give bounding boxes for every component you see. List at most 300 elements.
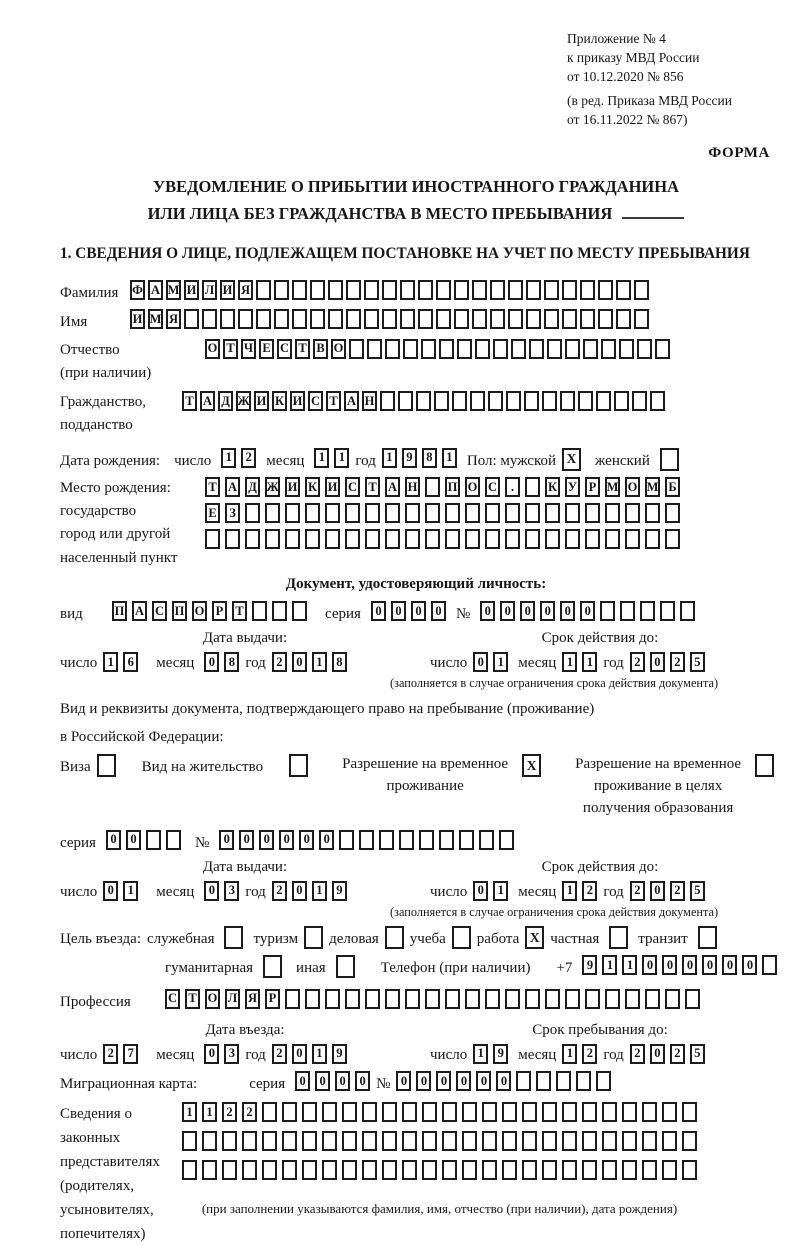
char-cell[interactable]: [362, 1102, 377, 1122]
char-cell[interactable]: 9: [332, 881, 347, 901]
char-cell[interactable]: [470, 391, 485, 411]
char-cell[interactable]: С: [165, 989, 180, 1009]
char-cell[interactable]: [682, 1160, 697, 1180]
char-cell[interactable]: [182, 1131, 197, 1151]
char-cell[interactable]: [385, 989, 400, 1009]
char-cell[interactable]: [457, 339, 472, 359]
char-cell[interactable]: [660, 601, 675, 621]
char-cell[interactable]: [637, 339, 652, 359]
purpose-private-checkbox[interactable]: [609, 926, 628, 949]
gender-female-checkbox[interactable]: [660, 448, 679, 471]
char-cell[interactable]: [526, 309, 541, 329]
char-cell[interactable]: [462, 1160, 477, 1180]
char-cell[interactable]: [322, 1102, 337, 1122]
char-cell[interactable]: [328, 309, 343, 329]
char-cell[interactable]: [454, 309, 469, 329]
char-cell[interactable]: [380, 391, 395, 411]
char-cell[interactable]: 1: [314, 448, 329, 468]
char-cell[interactable]: 1: [442, 448, 457, 468]
char-cell[interactable]: 0: [204, 881, 219, 901]
char-cell[interactable]: [442, 1131, 457, 1151]
char-cell[interactable]: 0: [103, 881, 118, 901]
char-cell[interactable]: [485, 529, 500, 549]
char-cell[interactable]: [562, 1160, 577, 1180]
char-cell[interactable]: 0: [682, 955, 697, 975]
char-cell[interactable]: Я: [245, 989, 260, 1009]
char-cell[interactable]: [256, 280, 271, 300]
char-cell[interactable]: 0: [476, 1071, 491, 1091]
char-cell[interactable]: [650, 391, 665, 411]
purpose-official-checkbox[interactable]: [224, 926, 243, 949]
char-cell[interactable]: [600, 601, 615, 621]
char-cell[interactable]: [583, 339, 598, 359]
char-cell[interactable]: [436, 309, 451, 329]
char-cell[interactable]: [202, 1131, 217, 1151]
char-cell[interactable]: [359, 830, 374, 850]
char-cell[interactable]: [585, 503, 600, 523]
char-cell[interactable]: [325, 529, 340, 549]
char-cell[interactable]: 2: [630, 881, 645, 901]
char-cell[interactable]: [542, 1160, 557, 1180]
char-cell[interactable]: А: [385, 477, 400, 497]
char-cell[interactable]: Д: [245, 477, 260, 497]
char-cell[interactable]: Т: [205, 477, 220, 497]
char-cell[interactable]: [439, 830, 454, 850]
char-cell[interactable]: 0: [580, 601, 595, 621]
char-cell[interactable]: И: [220, 280, 235, 300]
char-cell[interactable]: [465, 503, 480, 523]
char-cell[interactable]: [640, 601, 655, 621]
char-cell[interactable]: [542, 391, 557, 411]
char-cell[interactable]: А: [225, 477, 240, 497]
char-cell[interactable]: [166, 830, 181, 850]
char-cell[interactable]: В: [313, 339, 328, 359]
char-cell[interactable]: 8: [422, 448, 437, 468]
char-cell[interactable]: [614, 391, 629, 411]
char-cell[interactable]: Д: [218, 391, 233, 411]
char-cell[interactable]: Т: [182, 391, 197, 411]
char-cell[interactable]: [282, 1160, 297, 1180]
char-cell[interactable]: [505, 529, 520, 549]
char-cell[interactable]: 3: [224, 881, 239, 901]
char-cell[interactable]: 1: [493, 652, 508, 672]
char-cell[interactable]: [625, 503, 640, 523]
char-cell[interactable]: А: [132, 601, 147, 621]
char-cell[interactable]: 1: [182, 1102, 197, 1122]
char-cell[interactable]: [418, 309, 433, 329]
char-cell[interactable]: 0: [496, 1071, 511, 1091]
char-cell[interactable]: 1: [103, 652, 118, 672]
char-cell[interactable]: [506, 391, 521, 411]
notification-number-blank[interactable]: [622, 206, 684, 219]
char-cell[interactable]: [596, 1071, 611, 1091]
char-cell[interactable]: 1: [473, 1044, 488, 1064]
char-cell[interactable]: Б: [665, 477, 680, 497]
char-cell[interactable]: Е: [205, 503, 220, 523]
char-cell[interactable]: [403, 339, 418, 359]
char-cell[interactable]: 0: [436, 1071, 451, 1091]
char-cell[interactable]: И: [130, 309, 145, 329]
char-cell[interactable]: [365, 989, 380, 1009]
char-cell[interactable]: [505, 989, 520, 1009]
char-cell[interactable]: 1: [221, 448, 236, 468]
char-cell[interactable]: [565, 339, 580, 359]
char-cell[interactable]: [645, 529, 660, 549]
char-cell[interactable]: 0: [319, 830, 334, 850]
char-cell[interactable]: [490, 309, 505, 329]
char-cell[interactable]: 1: [312, 652, 327, 672]
char-cell[interactable]: А: [200, 391, 215, 411]
char-cell[interactable]: [364, 309, 379, 329]
char-cell[interactable]: [282, 1102, 297, 1122]
char-cell[interactable]: [511, 339, 526, 359]
char-cell[interactable]: 0: [292, 652, 307, 672]
char-cell[interactable]: [442, 1160, 457, 1180]
char-cell[interactable]: [302, 1102, 317, 1122]
char-cell[interactable]: [526, 280, 541, 300]
char-cell[interactable]: Т: [223, 339, 238, 359]
char-cell[interactable]: [622, 1131, 637, 1151]
purpose-work-checkbox[interactable]: X: [525, 926, 544, 949]
char-cell[interactable]: 0: [279, 830, 294, 850]
char-cell[interactable]: [665, 529, 680, 549]
char-cell[interactable]: [642, 1131, 657, 1151]
char-cell[interactable]: Л: [202, 280, 217, 300]
char-cell[interactable]: [525, 477, 540, 497]
char-cell[interactable]: [485, 503, 500, 523]
char-cell[interactable]: [601, 339, 616, 359]
char-cell[interactable]: [445, 989, 460, 1009]
char-cell[interactable]: [452, 391, 467, 411]
char-cell[interactable]: [565, 503, 580, 523]
char-cell[interactable]: Р: [585, 477, 600, 497]
char-cell[interactable]: 0: [650, 652, 665, 672]
char-cell[interactable]: У: [565, 477, 580, 497]
char-cell[interactable]: 1: [493, 881, 508, 901]
char-cell[interactable]: 2: [670, 1044, 685, 1064]
char-cell[interactable]: [605, 529, 620, 549]
char-cell[interactable]: 8: [224, 652, 239, 672]
char-cell[interactable]: .: [505, 477, 520, 497]
char-cell[interactable]: [525, 529, 540, 549]
char-cell[interactable]: [274, 309, 289, 329]
char-cell[interactable]: [490, 280, 505, 300]
char-cell[interactable]: Н: [362, 391, 377, 411]
char-cell[interactable]: [222, 1131, 237, 1151]
char-cell[interactable]: [493, 339, 508, 359]
char-cell[interactable]: О: [625, 477, 640, 497]
char-cell[interactable]: [425, 477, 440, 497]
char-cell[interactable]: [425, 503, 440, 523]
char-cell[interactable]: Л: [225, 989, 240, 1009]
char-cell[interactable]: [422, 1160, 437, 1180]
char-cell[interactable]: [346, 309, 361, 329]
char-cell[interactable]: [625, 529, 640, 549]
char-cell[interactable]: 0: [204, 1044, 219, 1064]
purpose-tourism-checkbox[interactable]: [304, 926, 323, 949]
char-cell[interactable]: [505, 503, 520, 523]
char-cell[interactable]: [202, 1160, 217, 1180]
char-cell[interactable]: [545, 503, 560, 523]
char-cell[interactable]: [399, 830, 414, 850]
char-cell[interactable]: [425, 529, 440, 549]
char-cell[interactable]: [322, 1131, 337, 1151]
char-cell[interactable]: [488, 391, 503, 411]
char-cell[interactable]: [508, 280, 523, 300]
char-cell[interactable]: [364, 280, 379, 300]
char-cell[interactable]: [465, 529, 480, 549]
char-cell[interactable]: [682, 1131, 697, 1151]
char-cell[interactable]: [502, 1102, 517, 1122]
char-cell[interactable]: [605, 989, 620, 1009]
char-cell[interactable]: [598, 309, 613, 329]
char-cell[interactable]: [582, 1131, 597, 1151]
char-cell[interactable]: [596, 391, 611, 411]
char-cell[interactable]: М: [605, 477, 620, 497]
char-cell[interactable]: 8: [332, 652, 347, 672]
char-cell[interactable]: [547, 339, 562, 359]
char-cell[interactable]: [385, 503, 400, 523]
char-cell[interactable]: [325, 503, 340, 523]
char-cell[interactable]: [522, 1160, 537, 1180]
visa-checkbox[interactable]: [97, 754, 116, 777]
char-cell[interactable]: [516, 1071, 531, 1091]
char-cell[interactable]: 0: [722, 955, 737, 975]
char-cell[interactable]: [578, 391, 593, 411]
char-cell[interactable]: [225, 529, 240, 549]
char-cell[interactable]: [342, 1160, 357, 1180]
char-cell[interactable]: [524, 391, 539, 411]
char-cell[interactable]: [525, 989, 540, 1009]
char-cell[interactable]: 0: [204, 652, 219, 672]
char-cell[interactable]: Р: [265, 989, 280, 1009]
char-cell[interactable]: [285, 989, 300, 1009]
char-cell[interactable]: [762, 955, 777, 975]
char-cell[interactable]: [220, 309, 235, 329]
char-cell[interactable]: 0: [642, 955, 657, 975]
char-cell[interactable]: [585, 529, 600, 549]
char-cell[interactable]: [616, 309, 631, 329]
char-cell[interactable]: О: [205, 339, 220, 359]
char-cell[interactable]: 2: [222, 1102, 237, 1122]
char-cell[interactable]: 0: [106, 830, 121, 850]
char-cell[interactable]: [292, 309, 307, 329]
char-cell[interactable]: 2: [241, 448, 256, 468]
char-cell[interactable]: 0: [742, 955, 757, 975]
char-cell[interactable]: З: [225, 503, 240, 523]
char-cell[interactable]: [522, 1102, 537, 1122]
char-cell[interactable]: Р: [212, 601, 227, 621]
char-cell[interactable]: 1: [562, 652, 577, 672]
char-cell[interactable]: 9: [582, 955, 597, 975]
char-cell[interactable]: [292, 280, 307, 300]
char-cell[interactable]: [425, 989, 440, 1009]
char-cell[interactable]: [632, 391, 647, 411]
purpose-study-checkbox[interactable]: [452, 926, 471, 949]
char-cell[interactable]: Т: [365, 477, 380, 497]
char-cell[interactable]: 0: [411, 601, 426, 621]
char-cell[interactable]: [665, 989, 680, 1009]
char-cell[interactable]: [367, 339, 382, 359]
char-cell[interactable]: [436, 280, 451, 300]
char-cell[interactable]: [272, 601, 287, 621]
char-cell[interactable]: [565, 529, 580, 549]
char-cell[interactable]: [562, 1102, 577, 1122]
char-cell[interactable]: Ч: [241, 339, 256, 359]
char-cell[interactable]: [582, 1160, 597, 1180]
char-cell[interactable]: [365, 503, 380, 523]
char-cell[interactable]: [482, 1102, 497, 1122]
char-cell[interactable]: [622, 1160, 637, 1180]
char-cell[interactable]: 2: [670, 881, 685, 901]
char-cell[interactable]: М: [148, 309, 163, 329]
char-cell[interactable]: [645, 989, 660, 1009]
char-cell[interactable]: [222, 1160, 237, 1180]
char-cell[interactable]: [439, 339, 454, 359]
char-cell[interactable]: 0: [355, 1071, 370, 1091]
char-cell[interactable]: С: [485, 477, 500, 497]
char-cell[interactable]: Т: [232, 601, 247, 621]
char-cell[interactable]: [416, 391, 431, 411]
char-cell[interactable]: [402, 1131, 417, 1151]
char-cell[interactable]: 1: [582, 652, 597, 672]
char-cell[interactable]: [382, 280, 397, 300]
char-cell[interactable]: 7: [123, 1044, 138, 1064]
char-cell[interactable]: [582, 1102, 597, 1122]
char-cell[interactable]: [562, 1131, 577, 1151]
char-cell[interactable]: Ф: [130, 280, 145, 300]
char-cell[interactable]: И: [285, 477, 300, 497]
char-cell[interactable]: [665, 503, 680, 523]
char-cell[interactable]: 0: [702, 955, 717, 975]
char-cell[interactable]: 0: [480, 601, 495, 621]
char-cell[interactable]: 2: [670, 652, 685, 672]
char-cell[interactable]: [662, 1131, 677, 1151]
char-cell[interactable]: [305, 503, 320, 523]
char-cell[interactable]: [522, 1131, 537, 1151]
char-cell[interactable]: Т: [185, 989, 200, 1009]
char-cell[interactable]: П: [112, 601, 127, 621]
char-cell[interactable]: [382, 1131, 397, 1151]
purpose-business-checkbox[interactable]: [385, 926, 404, 949]
char-cell[interactable]: [485, 989, 500, 1009]
char-cell[interactable]: [434, 391, 449, 411]
char-cell[interactable]: [482, 1160, 497, 1180]
char-cell[interactable]: [422, 1131, 437, 1151]
char-cell[interactable]: 0: [259, 830, 274, 850]
char-cell[interactable]: [499, 830, 514, 850]
char-cell[interactable]: 0: [650, 1044, 665, 1064]
char-cell[interactable]: [462, 1131, 477, 1151]
char-cell[interactable]: 9: [332, 1044, 347, 1064]
char-cell[interactable]: [345, 989, 360, 1009]
char-cell[interactable]: 0: [560, 601, 575, 621]
char-cell[interactable]: [310, 309, 325, 329]
char-cell[interactable]: О: [331, 339, 346, 359]
char-cell[interactable]: [242, 1160, 257, 1180]
char-cell[interactable]: 0: [219, 830, 234, 850]
char-cell[interactable]: [385, 339, 400, 359]
char-cell[interactable]: [302, 1131, 317, 1151]
char-cell[interactable]: [576, 1071, 591, 1091]
char-cell[interactable]: [545, 989, 560, 1009]
char-cell[interactable]: [398, 391, 413, 411]
char-cell[interactable]: К: [305, 477, 320, 497]
char-cell[interactable]: [385, 529, 400, 549]
char-cell[interactable]: Ж: [265, 477, 280, 497]
char-cell[interactable]: 2: [272, 652, 287, 672]
char-cell[interactable]: [421, 339, 436, 359]
char-cell[interactable]: [382, 309, 397, 329]
purpose-other-checkbox[interactable]: [336, 955, 355, 978]
char-cell[interactable]: [542, 1131, 557, 1151]
char-cell[interactable]: [305, 529, 320, 549]
char-cell[interactable]: [502, 1131, 517, 1151]
char-cell[interactable]: [682, 1102, 697, 1122]
char-cell[interactable]: [462, 1102, 477, 1122]
char-cell[interactable]: А: [344, 391, 359, 411]
char-cell[interactable]: [292, 601, 307, 621]
char-cell[interactable]: 0: [650, 881, 665, 901]
char-cell[interactable]: 0: [473, 652, 488, 672]
char-cell[interactable]: 2: [272, 1044, 287, 1064]
char-cell[interactable]: [262, 1160, 277, 1180]
char-cell[interactable]: [625, 989, 640, 1009]
char-cell[interactable]: [536, 1071, 551, 1091]
char-cell[interactable]: [565, 989, 580, 1009]
char-cell[interactable]: [365, 529, 380, 549]
char-cell[interactable]: 2: [103, 1044, 118, 1064]
char-cell[interactable]: 1: [334, 448, 349, 468]
char-cell[interactable]: Н: [405, 477, 420, 497]
char-cell[interactable]: [580, 280, 595, 300]
char-cell[interactable]: О: [205, 989, 220, 1009]
char-cell[interactable]: [382, 1102, 397, 1122]
char-cell[interactable]: [305, 989, 320, 1009]
char-cell[interactable]: [252, 601, 267, 621]
char-cell[interactable]: 5: [690, 652, 705, 672]
char-cell[interactable]: Е: [259, 339, 274, 359]
char-cell[interactable]: [405, 503, 420, 523]
char-cell[interactable]: [525, 503, 540, 523]
char-cell[interactable]: 1: [312, 881, 327, 901]
char-cell[interactable]: [325, 989, 340, 1009]
char-cell[interactable]: [562, 280, 577, 300]
char-cell[interactable]: [602, 1131, 617, 1151]
char-cell[interactable]: И: [254, 391, 269, 411]
char-cell[interactable]: [445, 529, 460, 549]
char-cell[interactable]: [265, 503, 280, 523]
char-cell[interactable]: [242, 1131, 257, 1151]
char-cell[interactable]: 5: [690, 1044, 705, 1064]
char-cell[interactable]: [508, 309, 523, 329]
char-cell[interactable]: [542, 1102, 557, 1122]
char-cell[interactable]: [245, 529, 260, 549]
char-cell[interactable]: [262, 1131, 277, 1151]
char-cell[interactable]: 2: [272, 881, 287, 901]
char-cell[interactable]: [544, 309, 559, 329]
char-cell[interactable]: 0: [473, 881, 488, 901]
char-cell[interactable]: [402, 1160, 417, 1180]
char-cell[interactable]: 0: [126, 830, 141, 850]
char-cell[interactable]: К: [272, 391, 287, 411]
char-cell[interactable]: [634, 309, 649, 329]
char-cell[interactable]: 2: [582, 1044, 597, 1064]
char-cell[interactable]: 0: [520, 601, 535, 621]
char-cell[interactable]: [262, 1102, 277, 1122]
char-cell[interactable]: Я: [166, 309, 181, 329]
char-cell[interactable]: [605, 503, 620, 523]
